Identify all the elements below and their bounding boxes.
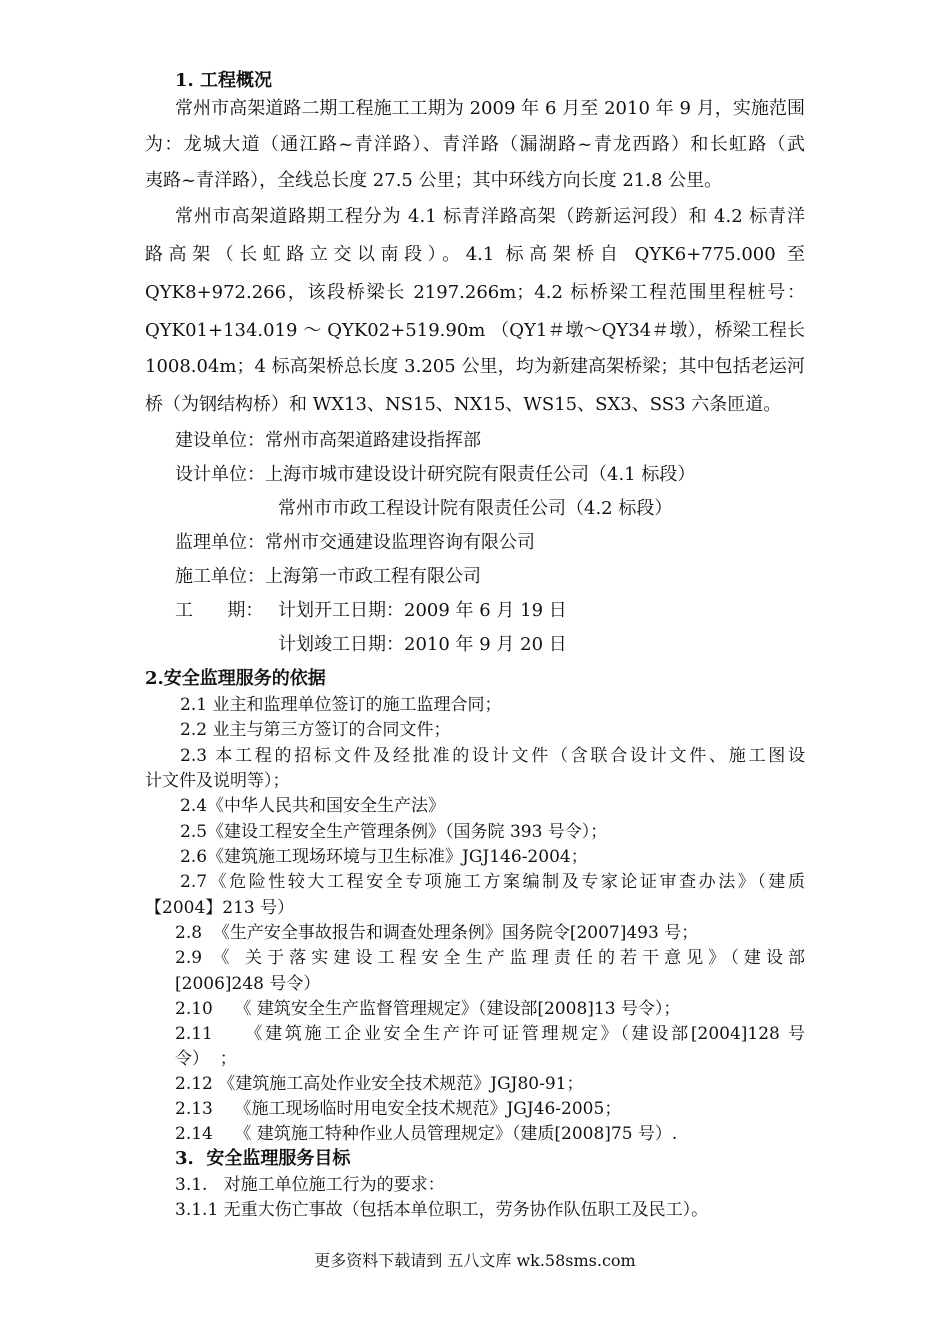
- basis-item-2-13: 2.13 《施工现场临时用电安全技术规范》JGJ46-2005；: [175, 1099, 622, 1119]
- section1-heading: 1. 工程概况: [175, 70, 273, 91]
- goal-item-3-1: 3.1. 对施工单位施工行为的要求：: [175, 1175, 445, 1195]
- basis-item-2-4: 2.4《中华人民共和国安全生产法》: [180, 796, 446, 816]
- basis-item-2-7-cont: 【2004】213 号）: [145, 898, 295, 918]
- section1-p2-line1: 常州市高架道路期工程分为 4.1 标青洋路高架（跨新运河段）和 4.2 标青洋: [175, 206, 805, 227]
- owner-info: 建设单位：常州市高架道路建设指挥部: [175, 430, 481, 451]
- design-info-1: 设计单位：上海市城市建设设计研究院有限责任公司（4.1 标段）: [175, 464, 696, 485]
- period-label: 工 期：: [175, 600, 264, 621]
- basis-item-2-8: 2.8 《生产安全事故报告和调查处理条例》国务院令[2007]493 号；: [175, 923, 699, 943]
- basis-item-2-3-cont: 计文件及说明等）；: [145, 771, 290, 791]
- basis-item-2-2: 2.2 业主与第三方签订的合同文件；: [180, 720, 451, 740]
- basis-item-2-12: 2.12 《建筑施工高处作业安全技术规范》JGJ80-91；: [175, 1074, 584, 1094]
- section1-p1-line2: 为：龙城大道（通江路~青洋路）、青洋路（漏湖路~青龙西路）和长虹路（武: [145, 134, 805, 155]
- basis-item-2-11: 2.11 《建筑施工企业安全生产许可证管理规定》（建设部[2004]128 号: [175, 1024, 805, 1044]
- supervisor-info: 监理单位：常州市交通建设监理咨询有限公司: [175, 532, 535, 553]
- section1-p2-line6: 桥（为钢结构桥）和 WX13、NS15、NX15、WS15、SX3、SS3 六条匝道。: [145, 394, 782, 415]
- goal-item-3-1-1: 3.1.1 无重大伤亡事故（包括本单位职工，劳务协作队伍职工及民工）。: [175, 1200, 709, 1220]
- basis-item-2-11-cont: 令） ；: [175, 1049, 237, 1069]
- basis-item-2-9: 2.9 《 关于落实建设工程安全生产监理责任的若干意见》（建设部: [175, 948, 805, 968]
- section1-p2-line3: QYK8+972.266，该段桥梁长 2197.266m；4.2 标桥梁工程范围里程桩号：: [145, 282, 805, 303]
- planned-start: 计划开工日期：2009 年 6 月 19 日: [278, 600, 567, 621]
- section1-p2-line4: QYK01+134.019 ～ QYK02+519.90m （QY1＃墩～QY34＃墩），桥梁工程长: [145, 320, 805, 341]
- section3-heading: 3. 安全监理服务目标: [175, 1148, 351, 1169]
- section1-p2-line2: 路高架（长虹路立交以南段）。4.1 标高架桥自 QYK6+775.000 至: [145, 244, 805, 265]
- basis-item-2-6: 2.6《建筑施工现场环境与卫生标准》JGJ146-2004；: [180, 847, 588, 867]
- section1-p1-line1: 常州市高架道路二期工程施工工期为 2009 年 6 月至 2010 年 9 月，实施范围: [175, 98, 805, 119]
- section1-p1-line3: 夷路~青洋路），全线总长度 27.5 公里；其中环线方向长度 21.8 公里。: [145, 170, 723, 191]
- section1-p2-line5: 1008.04m；4 标高架桥总长度 3.205 公里，均为新建高架桥梁；其中包括老运河: [145, 356, 805, 377]
- basis-item-2-10: 2.10 《 建筑安全生产监督管理规定》（建设部[2008]13 号令）；: [175, 999, 681, 1019]
- section2-heading: 2.安全监理服务的依据: [145, 668, 326, 689]
- basis-item-2-3: 2.3 本工程的招标文件及经批准的设计文件（含联合设计文件、施工图设: [180, 746, 805, 766]
- footer-text: 更多资料下载请到 五八文库 wk.58sms.com: [314, 1251, 636, 1270]
- basis-item-2-9-cont: [2006]248 号令）: [175, 974, 321, 994]
- contractor-info: 施工单位：上海第一市政工程有限公司: [175, 566, 481, 587]
- basis-item-2-14: 2.14 《 建筑施工特种作业人员管理规定》（建质[2008]75 号）.: [175, 1124, 678, 1144]
- planned-end: 计划竣工日期：2010 年 9 月 20 日: [278, 634, 567, 655]
- basis-item-2-1: 2.1 业主和监理单位签订的施工监理合同；: [180, 695, 502, 715]
- basis-item-2-5: 2.5《建设工程安全生产管理条例》（国务院 393 号令）；: [180, 822, 608, 842]
- basis-item-2-7: 2.7《危险性较大工程安全专项施工方案编制及专家论证审查办法》（建质: [180, 872, 805, 892]
- design-info-2: 常州市市政工程设计院有限责任公司（4.2 标段）: [278, 498, 673, 519]
